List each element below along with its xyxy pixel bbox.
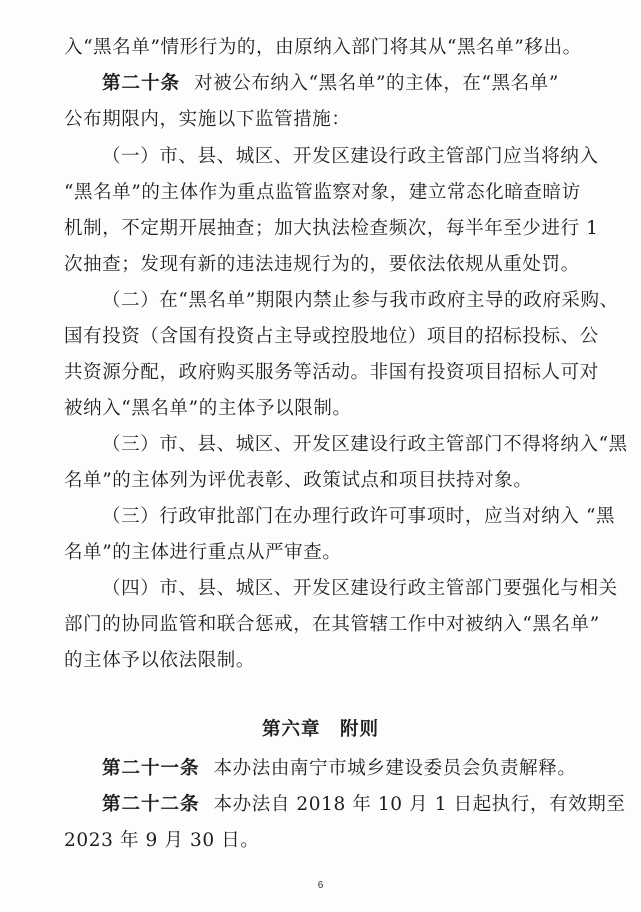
text-line: 机制，不定期开展抽查；加大执法检查频次，每半年至少进行 1 bbox=[64, 218, 599, 239]
text-line: 名单”的主体列为评优表彰、政策试点和项目扶持对象。 bbox=[64, 470, 533, 491]
text-line: 入“黑名单”情形行为的，由原纳入部门将其从“黑名单”移出。 bbox=[64, 37, 582, 58]
text-line: （二）在“黑名单”期限内禁止参与我市政府主导的政府采购、 bbox=[102, 290, 619, 311]
article-21-label: 第二十一条 bbox=[102, 758, 200, 779]
text-line: 国有投资（含国有投资占主导或控股地位）项目的招标投标、公 bbox=[64, 326, 599, 347]
article-21-text: 本办法由南宁市城乡建设委员会负责解释。 bbox=[213, 758, 577, 779]
text-line: （三）市、县、城区、开发区建设行政主管部门不得将纳入“黑 bbox=[102, 434, 628, 455]
text-line: 名单”的主体进行重点从严审查。 bbox=[64, 542, 342, 563]
article-20-label: 第二十条 bbox=[102, 73, 181, 94]
chapter-title: 第六章 附则 bbox=[261, 719, 379, 740]
text-line: 共资源分配，政府购买服务等活动。非国有投资项目招标人可对 bbox=[64, 362, 599, 383]
text-line: （三）行政审批部门在办理行政许可事项时，应当对纳入 “黑 bbox=[102, 506, 616, 527]
article-21-heading bbox=[102, 757, 576, 781]
text-line: 公布期限内，实施以下监管措施： bbox=[64, 109, 351, 130]
page-number: 6 bbox=[317, 880, 324, 891]
article-22-heading bbox=[102, 793, 626, 817]
article-20-heading bbox=[102, 72, 559, 96]
article-22-label: 第二十二条 bbox=[102, 794, 200, 815]
text-line: 2023 年 9 月 30 日。 bbox=[64, 830, 260, 851]
text-line: （四）市、县、城区、开发区建设行政主管部门要强化与相关 bbox=[102, 578, 618, 599]
text-line: （一）市、县、城区、开发区建设行政主管部门应当将纳入 bbox=[102, 146, 599, 167]
article-20-text: 对被公布纳入“黑名单”的主体，在“黑名单” bbox=[194, 73, 559, 94]
text-line: 的主体予以依法限制。 bbox=[64, 650, 256, 671]
text-line: 次抽查；发现有新的违法违规行为的，要依法依规从重处罚。 bbox=[64, 254, 580, 275]
text-line: “黑名单”的主体作为重点监管监察对象，建立常态化暗查暗访 bbox=[64, 182, 581, 203]
text-line: 被纳入“黑名单”的主体予以限制。 bbox=[64, 398, 352, 419]
article-22-text: 本办法自 2018 年 10 月 1 日起执行，有效期至 bbox=[213, 794, 626, 815]
text-line: 部门的协同监管和联合惩戒，在其管辖工作中对被纳入“黑名单” bbox=[64, 614, 600, 635]
